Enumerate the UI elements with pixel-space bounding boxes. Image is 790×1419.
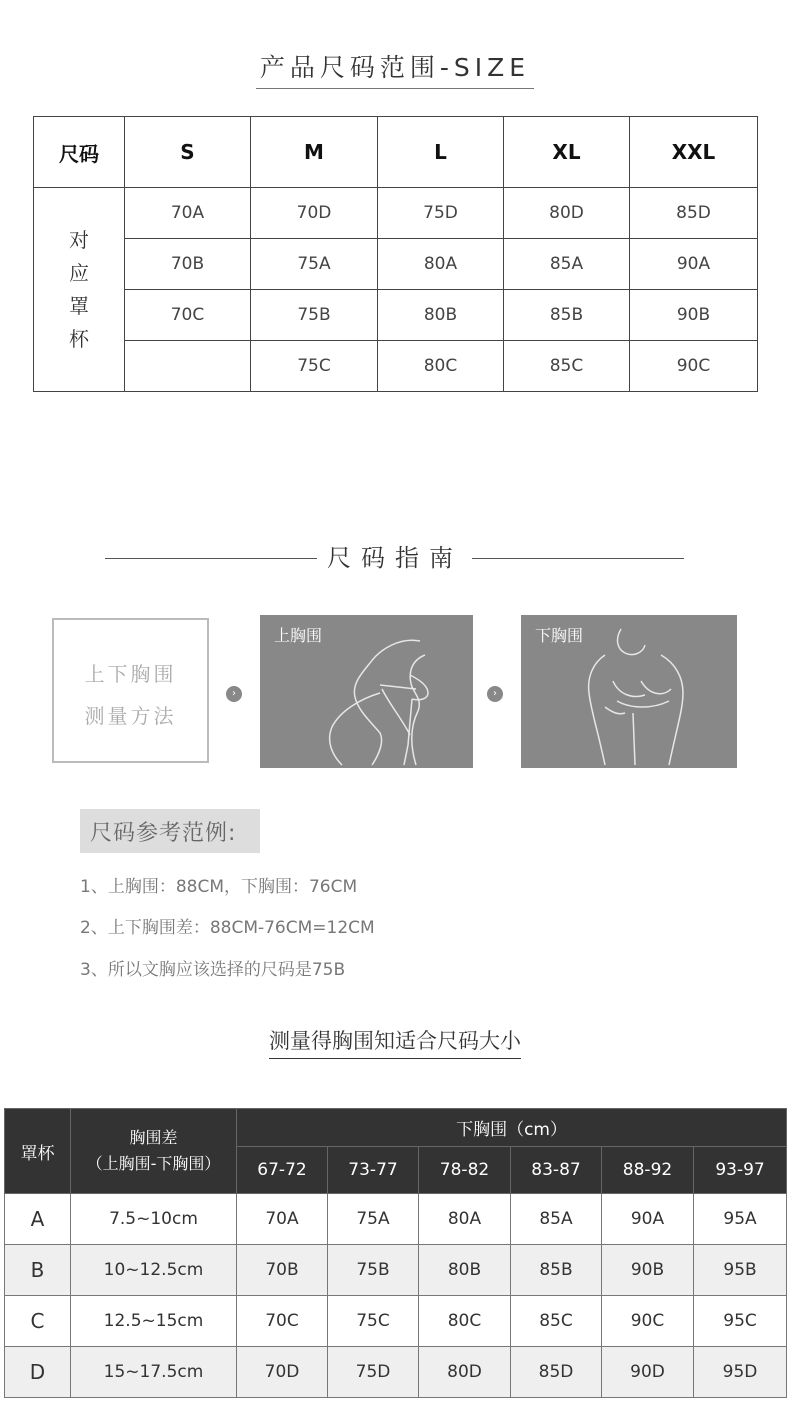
size-cell: 70B: [237, 1245, 328, 1296]
size-cell: 85C: [504, 341, 630, 392]
size-cell: 75A: [251, 239, 378, 290]
diff-cell: 15~17.5cm: [71, 1347, 237, 1398]
under-range-cell: 67-72: [237, 1147, 328, 1194]
size-cell: 95B: [694, 1245, 787, 1296]
size-cell: 95D: [694, 1347, 787, 1398]
measure-method-box: [52, 618, 209, 763]
size-range-title-wrap: [0, 50, 790, 89]
chevron-right-icon: ›: [487, 686, 503, 702]
size-header-cell: 尺码: [34, 117, 125, 188]
size-cell: 70A: [125, 188, 251, 239]
cup-label-char: 应: [69, 260, 89, 285]
size-range-title: 产品尺码范围-SIZE: [256, 50, 534, 89]
size-header-cell: L: [378, 117, 504, 188]
size-header-row: [34, 117, 758, 188]
cup-label-char: 罩: [69, 293, 89, 318]
size-cell: 80B: [378, 290, 504, 341]
size-cell: 85D: [630, 188, 758, 239]
size-cell: 90C: [602, 1296, 694, 1347]
size-cell: 85B: [504, 290, 630, 341]
diff-cell: 7.5~10cm: [71, 1194, 237, 1245]
size-row: [34, 188, 758, 239]
size-cell: 85B: [511, 1245, 602, 1296]
size-cell: [125, 341, 251, 392]
size-cell: 75B: [251, 290, 378, 341]
size-cell: 70C: [125, 290, 251, 341]
table-row: [5, 1347, 787, 1398]
size-cell: 80C: [419, 1296, 511, 1347]
size-row: [34, 290, 758, 341]
size-row: [34, 239, 758, 290]
size-cell: 75A: [328, 1194, 419, 1245]
example-line: 2、上下胸围差：88CM-76CM=12CM: [80, 918, 375, 938]
under-bust-header: 下胸围（cm）: [237, 1109, 787, 1147]
size-header-cell: M: [251, 117, 378, 188]
size-cell: 85C: [511, 1296, 602, 1347]
method-line-1: 上下胸围: [84, 662, 177, 686]
size-cell: 85A: [511, 1194, 602, 1245]
diff-cell: 10~12.5cm: [71, 1245, 237, 1296]
cup-header: 罩杯: [5, 1109, 71, 1194]
size-cell: 80D: [419, 1347, 511, 1398]
measure-title-wrap: [0, 1026, 790, 1059]
size-guide-title: 尺码指南: [327, 544, 463, 572]
example-heading-box: [80, 809, 260, 853]
size-header-cell: XXL: [630, 117, 758, 188]
bust-measure-table: [4, 1108, 787, 1398]
size-cell: 80C: [378, 341, 504, 392]
cup-cell: C: [5, 1296, 71, 1347]
size-cell: 75D: [378, 188, 504, 239]
size-header-cell: S: [125, 117, 251, 188]
size-cell: 90A: [602, 1194, 694, 1245]
cup-label-cell: [34, 188, 125, 392]
under-bust-caption: 下胸围: [535, 626, 584, 645]
method-line-2: 测量方法: [84, 704, 177, 728]
cup-label-char: 对: [69, 227, 89, 252]
measure-header-row: [5, 1109, 787, 1147]
bust-diff-header-line1: 胸围差: [129, 1128, 178, 1147]
cup-cell: A: [5, 1194, 71, 1245]
bust-diff-header: [71, 1109, 237, 1194]
table-row: [5, 1296, 787, 1347]
size-cell: 80A: [419, 1194, 511, 1245]
upper-bust-caption: 上胸围: [274, 626, 323, 645]
size-range-table: [33, 116, 758, 392]
example-heading: 尺码参考范例:: [90, 821, 237, 846]
size-cell: 95C: [694, 1296, 787, 1347]
size-cell: 90D: [602, 1347, 694, 1398]
under-range-cell: 83-87: [511, 1147, 602, 1194]
bust-diff-header-line2: （上胸围-下胸围）: [86, 1154, 221, 1173]
size-cell: 70D: [251, 188, 378, 239]
size-cell: 85D: [511, 1347, 602, 1398]
size-row: [34, 341, 758, 392]
size-cell: 70A: [237, 1194, 328, 1245]
cup-cell: B: [5, 1245, 71, 1296]
size-cell: 70B: [125, 239, 251, 290]
size-cell: 70C: [237, 1296, 328, 1347]
table-row: [5, 1194, 787, 1245]
example-line: 3、所以文胸应该选择的尺码是75B: [80, 960, 346, 980]
size-cell: 80B: [419, 1245, 511, 1296]
size-cell: 90A: [630, 239, 758, 290]
diff-cell: 12.5~15cm: [71, 1296, 237, 1347]
size-cell: 90B: [630, 290, 758, 341]
cup-cell: D: [5, 1347, 71, 1398]
size-cell: 75B: [328, 1245, 419, 1296]
size-cell: 95A: [694, 1194, 787, 1245]
size-cell: 80A: [378, 239, 504, 290]
table-row: [5, 1245, 787, 1296]
size-cell: 75D: [328, 1347, 419, 1398]
under-range-cell: 93-97: [694, 1147, 787, 1194]
size-cell: 70D: [237, 1347, 328, 1398]
under-bust-photo: [521, 615, 737, 768]
size-header-cell: XL: [504, 117, 630, 188]
measure-title: 测量得胸围知适合尺码大小: [269, 1026, 521, 1059]
size-cell: 75C: [251, 341, 378, 392]
under-range-cell: 88-92: [602, 1147, 694, 1194]
upper-bust-photo: [260, 615, 473, 768]
cup-label-char: 杯: [69, 326, 89, 351]
size-cell: 85A: [504, 239, 630, 290]
size-cell: 90B: [602, 1245, 694, 1296]
under-range-cell: 73-77: [328, 1147, 419, 1194]
example-line: 1、上胸围：88CM，下胸围：76CM: [80, 877, 358, 897]
chevron-right-icon: ›: [226, 686, 242, 702]
size-cell: 80D: [504, 188, 630, 239]
under-range-cell: 78-82: [419, 1147, 511, 1194]
size-cell: 90C: [630, 341, 758, 392]
size-cell: 75C: [328, 1296, 419, 1347]
